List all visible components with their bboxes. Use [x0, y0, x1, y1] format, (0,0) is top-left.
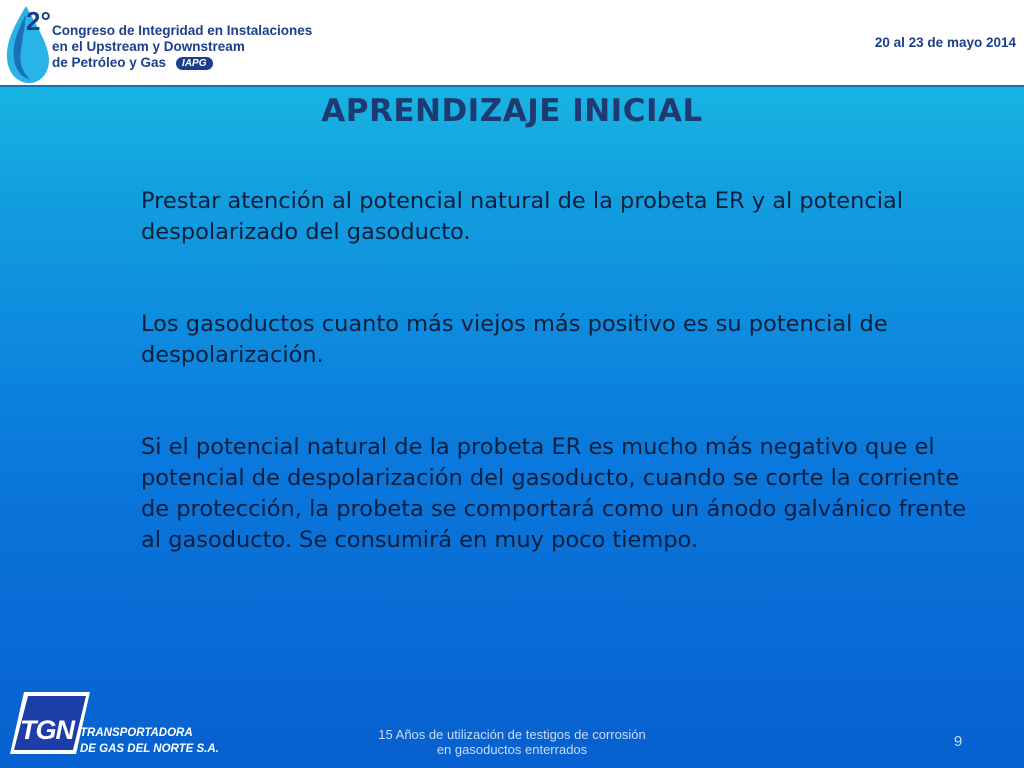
congress-line-2: en el Upstream y Downstream	[52, 39, 245, 54]
page-number: 9	[953, 733, 963, 750]
iapg-logo: IAPG	[176, 57, 212, 70]
company-line-1: TRANSPORTADORA	[80, 727, 193, 739]
tgn-logo-icon	[10, 690, 90, 756]
footer-caption-line-2: en gasoductos enterrados	[436, 742, 588, 757]
body-paragraph-3: Si el potencial natural de la probeta ER es mucho más negativo que el potencial de despolarización del gasoducto, cuando se corte la corriente de protección, la probeta se comportará como un ánodo galvánico frente al gasoducto. Se consumirá en muy poco tiempo.	[141, 434, 967, 553]
slide-body	[141, 186, 981, 617]
slide-header	[0, 0, 1024, 87]
congress-line-3: de Petróleo y Gas	[52, 55, 167, 70]
footer-caption-line-1: 15 Años de utilización de testigos de corrosión	[378, 727, 646, 742]
body-paragraph-2: Los gasoductos cuanto más viejos más positivo es su potencial de despolarización.	[141, 311, 888, 368]
congress-name	[52, 23, 312, 71]
edition-number: 2°	[26, 6, 51, 36]
company-line-2: DE GAS DEL NORTE S.A.	[80, 743, 219, 755]
tgn-logo-text: TGN	[20, 715, 74, 745]
water-drop-logo-icon	[4, 2, 54, 84]
company-name	[80, 725, 219, 757]
event-date: 20 al 23 de mayo 2014	[874, 35, 1016, 50]
footer-caption	[332, 727, 692, 757]
body-paragraph-1: Prestar atención al potencial natural de la probeta ER y al potencial despolarizado del gasoducto.	[141, 188, 904, 245]
congress-line-1: Congreso de Integridad en Instalaciones	[52, 23, 313, 38]
slide-title: APRENDIZAJE INICIAL	[321, 93, 703, 129]
